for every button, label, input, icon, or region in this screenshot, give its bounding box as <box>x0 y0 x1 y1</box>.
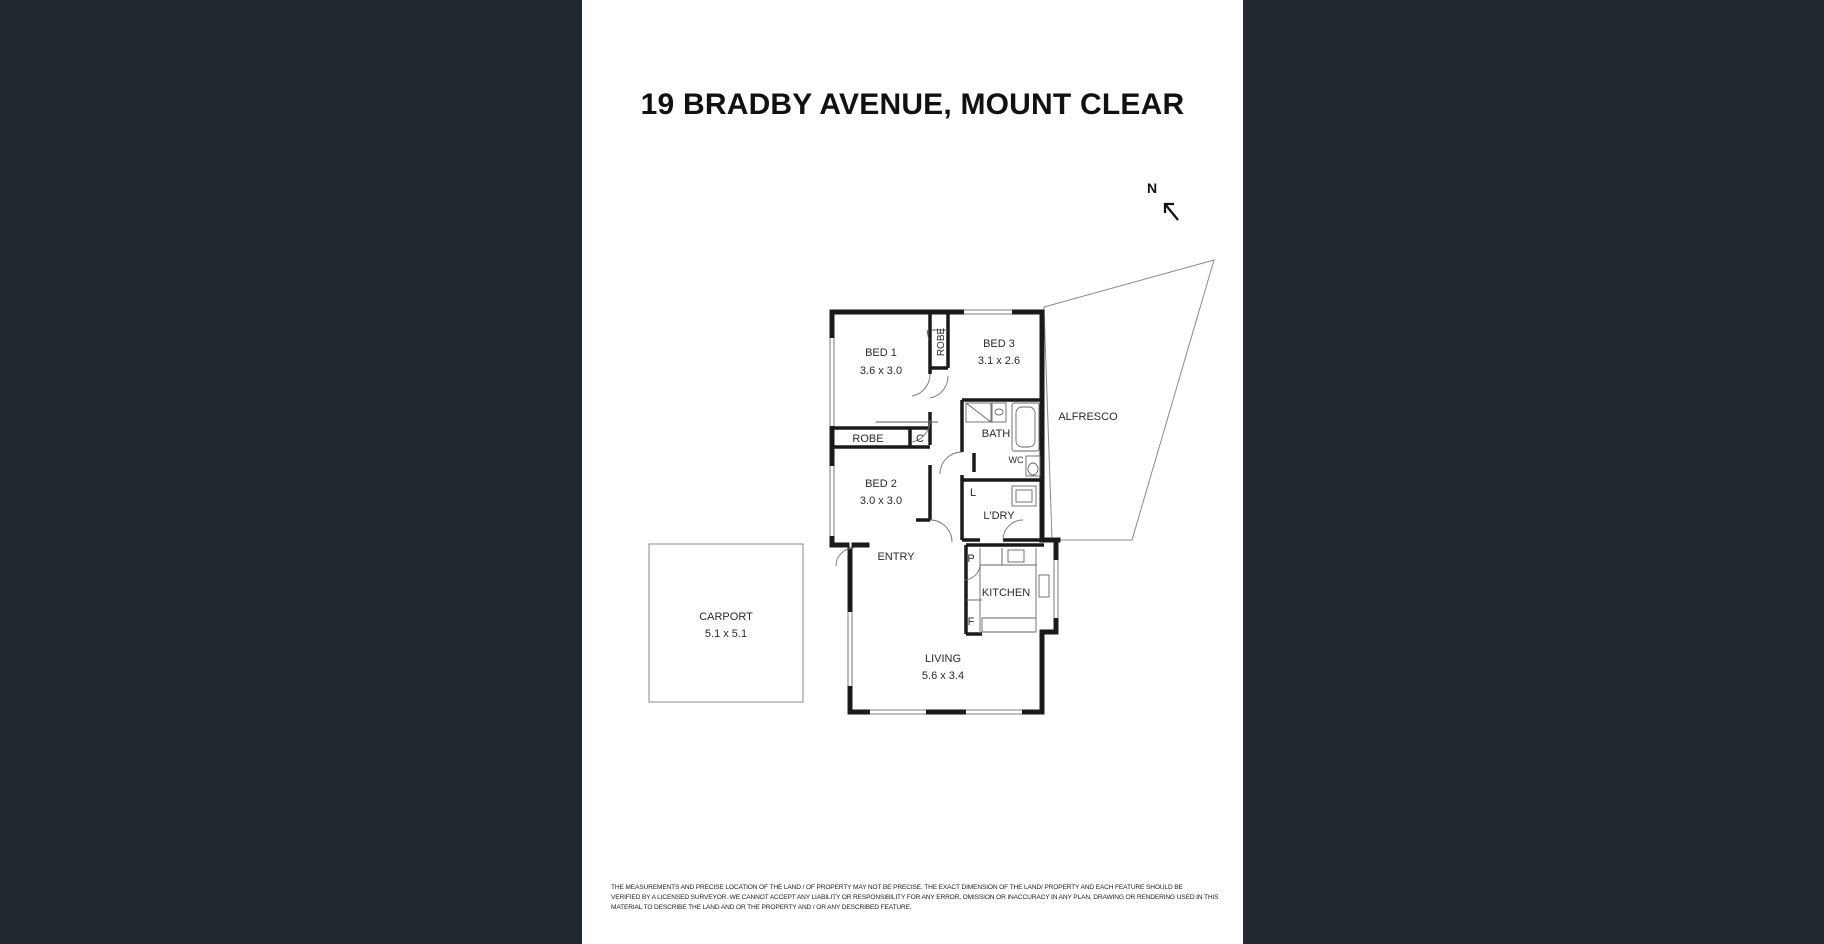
kitchen-label: KITCHEN <box>981 587 1031 599</box>
wc-label: WC <box>1008 455 1024 465</box>
bed1-dims: 3.6 x 3.0 <box>859 365 903 377</box>
bed3-dims: 3.1 x 2.6 <box>977 355 1021 367</box>
entry-label: ENTRY <box>877 551 915 563</box>
robe-top-label: ROBE <box>936 327 947 357</box>
cupboard-label: C <box>916 433 924 445</box>
floor-plan-drawing <box>582 0 1243 944</box>
bed3-label: BED 3 <box>983 338 1015 350</box>
north-label: N <box>1147 180 1158 196</box>
linen-label: L <box>969 487 977 499</box>
bed2-label: BED 2 <box>865 478 897 490</box>
floor-plan-sheet <box>582 0 1243 944</box>
bath-label: BATH <box>981 428 1011 440</box>
robe-mid-label: ROBE <box>852 433 884 445</box>
carport-dims: 5.1 x 5.1 <box>704 628 748 640</box>
carport-label: CARPORT <box>699 611 753 623</box>
disclaimer-line: VERIFIED BY A LICENSED SURVEYOR. WE CANNOT ACCEPT ANY LIABILITY OR RESPONSIBILITY FOR ANY ERROR, OMISSION OR INACCURACY IN ANY PLAN, DRAWING OR RENDERING USED IN THIS <box>611 894 1219 901</box>
pantry-label: P <box>967 553 975 565</box>
disclaimer-line: MATERIAL TO DESCRIBE THE LAND AND OR THE PROPERTY AND / OR ANY DESCRIBED FEATURE. <box>611 904 912 911</box>
disclaimer-text <box>611 883 1226 913</box>
bed1-label: BED 1 <box>865 347 897 359</box>
laundry-label: L'DRY <box>983 510 1015 522</box>
alfresco-label: ALFRESCO <box>1058 411 1118 423</box>
disclaimer-line: THE MEASUREMENTS AND PRECISE LOCATION OF THE LAND / OF PROPERTY MAY NOT BE PRECISE. THE EXACT DIMENSION OF THE LAND/ PROPERTY AND EACH FEATURE SHOULD BE <box>611 884 1183 891</box>
property-address-title: 19 BRADBY AVENUE, MOUNT CLEAR <box>640 88 1185 121</box>
alfresco-area <box>1044 260 1214 540</box>
bed2-dims: 3.0 x 3.0 <box>859 495 903 507</box>
fridge-label: F <box>967 616 975 628</box>
bathroom-fixtures <box>966 403 1040 506</box>
living-dims: 5.6 x 3.4 <box>921 670 965 682</box>
carport-area <box>649 544 803 702</box>
living-label: LIVING <box>924 653 962 665</box>
north-arrow-icon <box>1165 204 1178 220</box>
